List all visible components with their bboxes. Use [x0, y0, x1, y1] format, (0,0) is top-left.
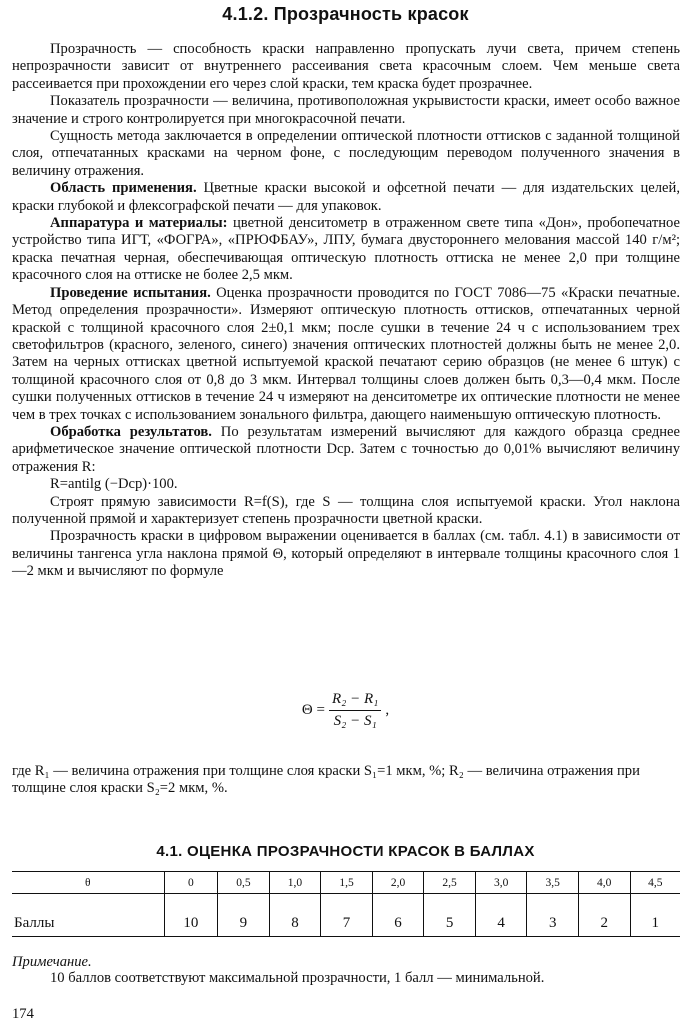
table-score-row	[12, 894, 680, 937]
theta-cell: 4,0	[578, 872, 630, 894]
table-title: 4.1. ОЦЕНКА ПРОЗРАЧНОСТИ КРАСОК В БАЛЛАХ	[156, 843, 535, 860]
table-row-label: Баллы	[12, 894, 164, 937]
slope-formula	[0, 691, 691, 730]
paragraph-method: Сущность метода заключается в определении оптической плотности оттисков с заданной толщиной слоя, отпечатанных красками на черном фоне, с последующим переводом полученного значения в величину отражения.	[12, 128, 680, 179]
scope-text: Цветные краски высокой и офсетной печати — для издательских целей, краски глубокой и флексографской печати — для упаковок.	[12, 180, 680, 214]
processing-text: По результатам измерений вычисляют для каждого образца среднее арифметическое значение оптической плотности Dср. Затем с точностью до 0,01% вычисляют величину отражения R:	[12, 423, 681, 475]
score-cell: 7	[321, 894, 373, 937]
equipment-heading: Аппаратура и материалы:	[50, 215, 228, 232]
paragraph-dependency: Строят прямую зависимости R=f(S), где S — толщина слоя испытуемой краски. Угол наклона полученной прямой и характеризует степень прозрачности цветной краски.	[12, 493, 680, 527]
theta-cell: 0	[164, 872, 218, 894]
score-cell: 2	[578, 894, 630, 937]
section-title: 4.1.2. Прозрачность красок	[222, 4, 469, 24]
formula-tail: ,	[385, 702, 390, 718]
note-text: 10 баллов соответствуют максимальной прозрачности, 1 балл — минимальной.	[50, 970, 545, 986]
testing-text: Оценка прозрачности проводится по ГОСТ 7086—75 «Краски печатные. Метод определения прозрачности». Измеряют оптическую плотность оттисков, отпечатанных черной краской с толщиной красочного слоя 2±0,1 мкм; после сушки в течение 24 ч с использованием трех светофильтров (красного, зеленого, синего) значения оптических плотностей должны быть не менее 2,0. Затем на черных оттисках цветной испытуемой краской печатают серию образцов (не менее 6 штук) с толщиной красочного слоя от 0,8 до 3 мкм. Интервал толщины слоев должен быть 0,3—0,4 мкм. После сушки полученных оттисков в течение 24 ч измеряют на денситометре их оптические плотности не менее чем в трех точках с использованием зонального фильтра, дающего наименьшую оптическую плотность.	[12, 284, 680, 423]
score-cell: 3	[527, 894, 579, 937]
body-text	[12, 41, 680, 581]
formula-reflection: R=antilg (−Dср)·100.	[50, 476, 178, 493]
theta-cell: 3,5	[527, 872, 579, 894]
score-cell: 5	[424, 894, 476, 937]
processing-heading: Обработка результатов.	[50, 423, 212, 440]
equipment-text: цветной денситометр в отраженном свете типа «Дон», пробопечатное устройство типа ИГТ, «ФОГРА», «ПРЮФБАУ», ЛПУ, бумага двустороннего мелования массой 140 г/м²; краска печатная черная, обеспечивающая оптическую плотность оттиска не менее 2,0 при толщине красочного слоя на оттиске не более 2,5 мкм.	[12, 215, 680, 284]
score-cell: 9	[218, 894, 270, 937]
theta-cell: 4,5	[630, 872, 680, 894]
formula-explanation: где R₁ — величина отражения при толщине слоя краски S₁=1 мкм, %; R₂ — величина отражения при толщине слоя краски S₂=2 мкм, %.	[12, 763, 640, 797]
theta-cell: 1,5	[321, 872, 373, 894]
table-header-row	[12, 872, 680, 894]
page-number: 174	[12, 1006, 34, 1022]
theta-cell: 1,0	[269, 872, 321, 894]
paragraph-equipment	[12, 215, 680, 285]
theta-cell: 0,5	[218, 872, 270, 894]
testing-heading: Проведение испытания.	[50, 284, 211, 301]
formula-lhs: Θ =	[301, 702, 325, 718]
transparency-table	[12, 871, 680, 937]
theta-cell: 2,5	[424, 872, 476, 894]
paragraph-scoring: Прозрачность краски в цифровом выражении оценивается в баллах (см. табл. 4.1) в зависимости от величины тангенса угла наклона прямой Θ, который определяют в интервале толщины красочного слоя 1—2 мкм и вычисляют по формуле	[12, 528, 680, 580]
note-label: Примечание.	[12, 954, 92, 970]
paragraph-processing	[12, 424, 680, 476]
paragraph-definition: Прозрачность — способность краски направленно пропускать лучи света, причем степень непрозрачности зависит от внутреннего рассеивания света красочным слоем. Чем меньше света рассеивается при прохождении его через слой краски, тем краска будет прозрачнее.	[12, 41, 680, 92]
score-cell: 6	[372, 894, 424, 937]
score-cell: 4	[475, 894, 527, 937]
score-cell: 10	[164, 894, 218, 937]
paragraph-testing	[12, 285, 680, 424]
formula-numerator: R₂ − R₁	[329, 691, 381, 711]
table-header-label: θ	[12, 872, 164, 894]
scope-heading: Область применения.	[50, 180, 197, 197]
paragraph-indicator: Показатель прозрачности — величина, противоположная укрывистости краски, имеет особо важное значение и строго контролируется при многокрасочной печати.	[12, 93, 680, 127]
paragraph-scope	[12, 180, 680, 215]
formula-denominator: S₂ − S₁	[333, 713, 377, 729]
score-cell: 8	[269, 894, 321, 937]
theta-cell: 2,0	[372, 872, 424, 894]
theta-cell: 3,0	[475, 872, 527, 894]
formula-fraction	[329, 691, 381, 730]
score-cell: 1	[630, 894, 680, 937]
